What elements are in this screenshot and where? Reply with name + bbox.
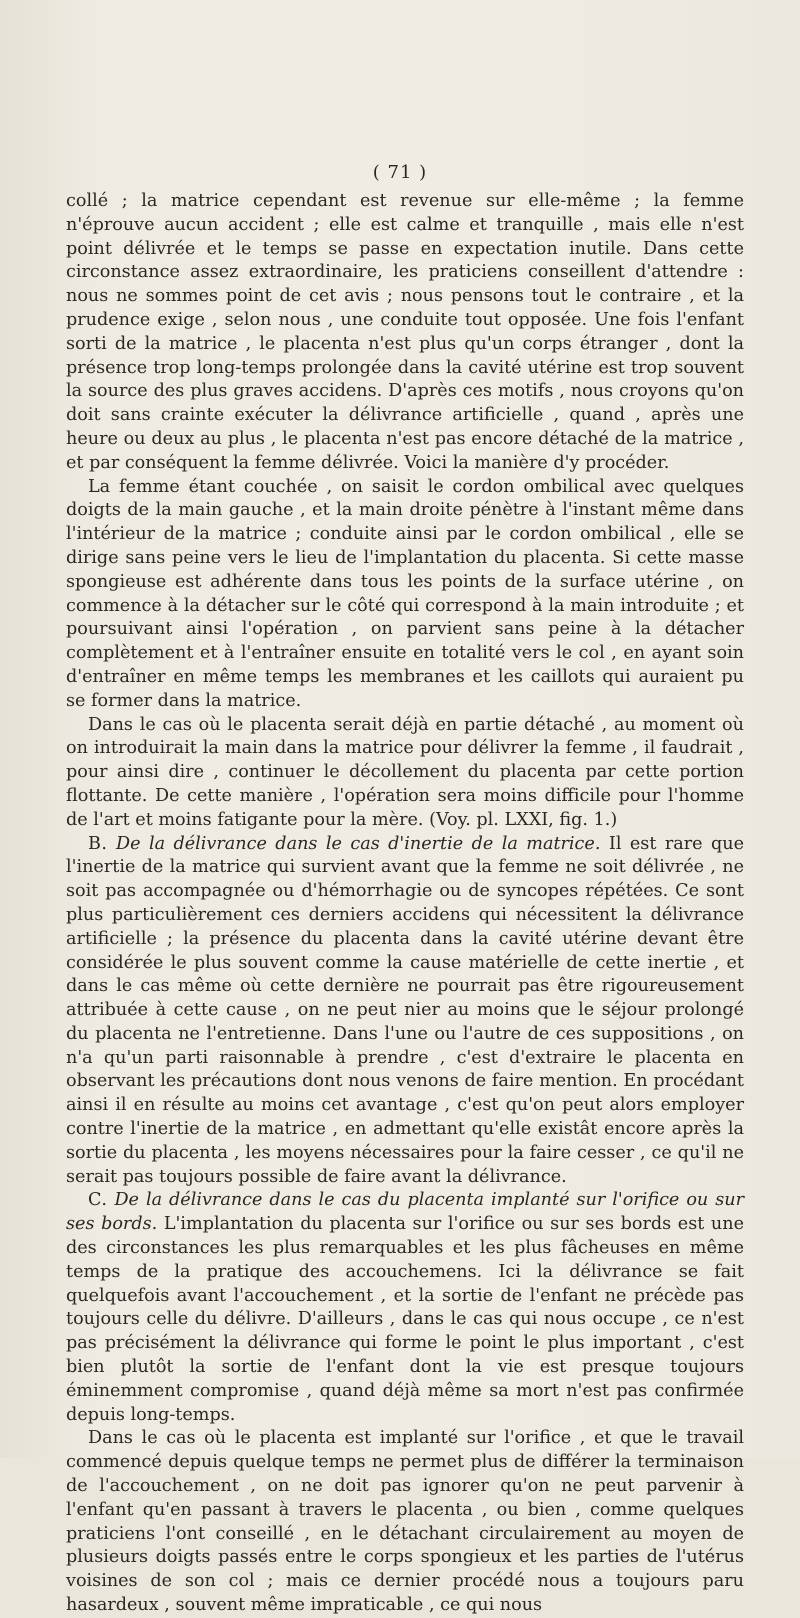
paragraph-3: Dans le cas où le placenta serait déjà en partie détaché , au moment où on introduirait la main dans la matrice pour délivrer la femme , il faudrait , pour ainsi dire , continuer le décollement du placenta par cette portion flottante. De cette manière , l'opération sera moins difficile pour l'homme de l'art et moins fatigante pour la mère. (Voy. pl. LXXI, fig. 1.)	[66, 714, 744, 830]
section-b	[66, 833, 744, 1190]
section-b-heading: De la délivrance dans le cas d'inertie de la matrice.	[115, 833, 601, 854]
section-b-label: B.	[88, 833, 108, 854]
paragraph-2: La femme étant couchée , on saisit le cordon ombilical avec quelques doigts de la main gauche , et la main droite pénètre à l'instant même dans l'intérieur de la matrice ; conduite ainsi par le cordon ombilical , elle se dirige sans peine vers le lieu de l'implantation du placenta. Si cette masse spongieuse est adhérente dans tous les points de la surface utérine , on commence à la détacher sur le côté qui correspond à la main introduite ; et poursuivant ainsi l'opération , on parvient sans peine à la détacher complètement et à l'entraîner ensuite en totalité vers le col , en ayant soin d'entraîner en même temps les membranes et les caillots qui auraient pu se former dans la matrice.	[66, 476, 744, 711]
section-c-text: L'implantation du placenta sur l'orifice ou sur ses bords est une des circonstances les plus remarquables et les plus fâcheuses en même temps de la pratique des accouchemens. Ici la délivrance se fait quelquefois avant l'accouchement , et la sortie de l'enfant ne précède pas toujours celle du délivre. D'ailleurs , dans le cas qui nous occupe , ce n'est pas précisément la délivrance qui forme le point le plus important , c'est bien plutôt la sortie de l'enfant dont la vie est presque toujours éminemment compromise , quand déjà même sa mort n'est pas confirmée depuis long-temps.	[66, 1214, 744, 1425]
paragraph-1: collé ; la matrice cependant est revenue sur elle-même ; la femme n'éprouve aucun accident ; elle est calme et tranquille , mais elle n'est point délivrée et le temps se passe en expectation inutile. Dans cette circonstance assez extraordinaire, les praticiens conseillent d'attendre : nous ne sommes point de cet avis ; nous pensons tout le contraire , et la prudence exige , selon nous , une conduite tout opposée. Une fois l'enfant sorti de la matrice , le placenta n'est plus qu'un corps étranger , dont la présence trop long-temps prolongée dans la cavité utérine est trop souvent la source des plus graves accidens. D'après ces motifs , nous croyons qu'on doit sans crainte exécuter la délivrance artificielle , quand , après une heure ou deux au plus , le placenta n'est pas encore détaché de la matrice , et par conséquent la femme délivrée. Voici la manière d'y procéder.	[66, 191, 744, 473]
page-number: ( 71 )	[372, 162, 428, 183]
section-c-heading: De la délivrance dans le cas du placenta implanté sur l'orifice ou sur ses bords.	[66, 1190, 745, 1235]
body-text	[66, 190, 744, 1618]
section-c	[66, 1189, 744, 1427]
section-c-label: C.	[88, 1190, 108, 1211]
section-b-text: Il est rare que l'inertie de la matrice qui survient avant que la femme ne soit délivrée , ne soit pas accompagnée ou d'hémorrhagie ou de syncopes répétées. Ce sont plus particulièrement ces derniers accidens qui nécessitent la délivrance artificielle ; la présence du placenta dans la cavité utérine devant être considérée le plus souvent comme la cause matérielle de cette inertie , et dans le cas même où cette dernière ne pourrait pas être rigoureusement attribuée à cette cause , on ne peut nier au moins que le séjour prolongé du placenta ne l'entretienne. Dans l'une ou l'autre de ces suppositions , on n'a qu'un parti raisonnable à prendre , c'est d'extraire le placenta en observant les précautions dont nous venons de faire mention. En procédant ainsi il en résulte au moins cet avantage , c'est qu'on peut alors employer contre l'inertie de la matrice , en admettant qu'elle existât encore après la sortie du placenta , les moyens nécessaires pour la faire cesser , ce qu'il ne serait pas toujours possible de faire avant la délivrance.	[66, 833, 745, 1187]
paragraph-6: Dans le cas où le placenta est implanté sur l'orifice , et que le travail commencé depuis quelque temps ne permet plus de différer la terminaison de l'accouchement , on ne doit pas ignorer qu'on ne peut parvenir à l'enfant qu'en passant à travers le placenta , ou bien , comme quelques praticiens l'ont conseillé , en le détachant circulairement au moyen de plusieurs doigts passés entre le corps spongieux et les parties de l'utérus voisines de son col ; mais ce dernier procédé nous a toujours paru hasardeux , souvent même impraticable , ce qui nous	[66, 1428, 744, 1616]
